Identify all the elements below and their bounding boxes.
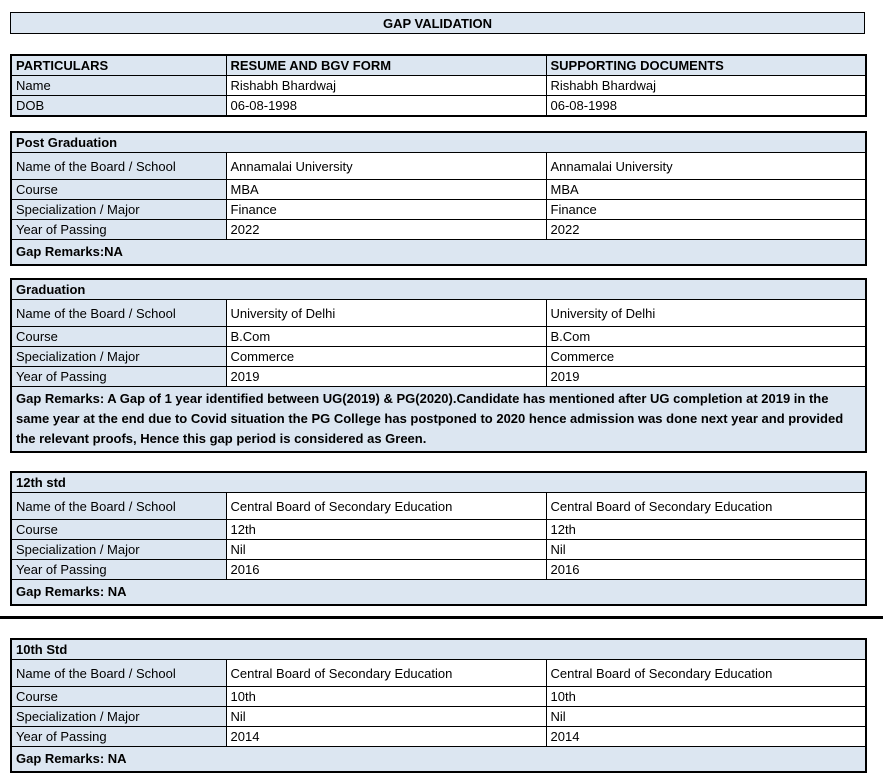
table-row-year-of-passing	[11, 367, 866, 387]
section-title: Post Graduation	[11, 132, 866, 153]
section-title: Graduation	[11, 279, 866, 300]
supporting-value-course: 10th	[546, 687, 866, 707]
supporting-value-board-school: Central Board of Secondary Education	[546, 493, 866, 520]
row-label-name: Name	[11, 76, 226, 96]
table-row-name	[11, 76, 866, 96]
table-row-specialization	[11, 540, 866, 560]
supporting-value-specialization: Finance	[546, 200, 866, 220]
row-label-course: Course	[11, 687, 226, 707]
table-row-specialization	[11, 347, 866, 367]
section-divider-line	[0, 616, 883, 619]
gap-remarks-text: Gap Remarks: NA	[11, 747, 866, 773]
header-row	[11, 55, 866, 76]
identity-table	[10, 54, 867, 117]
table-row-board-school	[11, 300, 866, 327]
gap-remarks-row	[11, 240, 866, 266]
row-label-course: Course	[11, 180, 226, 200]
supporting-value-year-of-passing: 2016	[546, 560, 866, 580]
document-title: GAP VALIDATION	[10, 12, 865, 34]
resume-value-board-school: University of Delhi	[226, 300, 546, 327]
table-row-board-school	[11, 660, 866, 687]
resume-value-course: 12th	[226, 520, 546, 540]
supporting-value-year-of-passing: 2022	[546, 220, 866, 240]
section-table-12th-std	[10, 471, 867, 606]
row-label-board-school: Name of the Board / School	[11, 660, 226, 687]
gap-remarks-row	[11, 387, 866, 453]
table-row-course	[11, 520, 866, 540]
section-header-row	[11, 132, 866, 153]
resume-value-specialization: Finance	[226, 200, 546, 220]
resume-value-board-school: Central Board of Secondary Education	[226, 493, 546, 520]
row-label-board-school: Name of the Board / School	[11, 153, 226, 180]
resume-value-name: Rishabh Bhardwaj	[226, 76, 546, 96]
resume-value-year-of-passing: 2016	[226, 560, 546, 580]
row-label-year-of-passing: Year of Passing	[11, 560, 226, 580]
gap-remarks-text: Gap Remarks:NA	[11, 240, 866, 266]
gap-remarks-row	[11, 580, 866, 606]
table-row-course	[11, 687, 866, 707]
table-row-course	[11, 180, 866, 200]
resume-value-board-school: Annamalai University	[226, 153, 546, 180]
row-label-year-of-passing: Year of Passing	[11, 367, 226, 387]
section-header-row	[11, 279, 866, 300]
table-row-year-of-passing	[11, 560, 866, 580]
row-label-course: Course	[11, 327, 226, 347]
supporting-value-name: Rishabh Bhardwaj	[546, 76, 866, 96]
resume-value-year-of-passing: 2014	[226, 727, 546, 747]
row-label-specialization: Specialization / Major	[11, 200, 226, 220]
supporting-value-course: B.Com	[546, 327, 866, 347]
table-row-board-school	[11, 153, 866, 180]
section-title: 10th Std	[11, 639, 866, 660]
resume-value-course: MBA	[226, 180, 546, 200]
row-label-course: Course	[11, 520, 226, 540]
resume-value-specialization: Nil	[226, 707, 546, 727]
row-label-board-school: Name of the Board / School	[11, 493, 226, 520]
section-table-post-graduation	[10, 131, 867, 266]
supporting-value-course: MBA	[546, 180, 866, 200]
gap-remarks-row	[11, 747, 866, 773]
table-row-year-of-passing	[11, 727, 866, 747]
resume-value-specialization: Commerce	[226, 347, 546, 367]
table-row-dob	[11, 96, 866, 117]
column-header-resume-bgv-form: RESUME AND BGV FORM	[226, 55, 546, 76]
row-label-specialization: Specialization / Major	[11, 707, 226, 727]
resume-value-board-school: Central Board of Secondary Education	[226, 660, 546, 687]
supporting-value-specialization: Commerce	[546, 347, 866, 367]
row-label-year-of-passing: Year of Passing	[11, 727, 226, 747]
supporting-value-course: 12th	[546, 520, 866, 540]
table-row-specialization	[11, 200, 866, 220]
section-header-row	[11, 472, 866, 493]
supporting-value-year-of-passing: 2014	[546, 727, 866, 747]
row-label-dob: DOB	[11, 96, 226, 117]
table-row-specialization	[11, 707, 866, 727]
table-row-course	[11, 327, 866, 347]
supporting-value-board-school: Annamalai University	[546, 153, 866, 180]
supporting-value-year-of-passing: 2019	[546, 367, 866, 387]
resume-value-dob: 06-08-1998	[226, 96, 546, 117]
resume-value-specialization: Nil	[226, 540, 546, 560]
supporting-value-board-school: Central Board of Secondary Education	[546, 660, 866, 687]
section-title: 12th std	[11, 472, 866, 493]
row-label-board-school: Name of the Board / School	[11, 300, 226, 327]
gap-remarks-text: Gap Remarks: NA	[11, 580, 866, 606]
gap-remarks-text: Gap Remarks: A Gap of 1 year identified between UG(2019) & PG(2020).Candidate has mentioned after UG completion at 2019 in the same year at the end due to Covid situation the PG College has postponed to 2020 hence admission was done next year and provided the relevant proofs, Hence this gap period is considered as Green.	[11, 387, 866, 453]
resume-value-year-of-passing: 2019	[226, 367, 546, 387]
supporting-value-board-school: University of Delhi	[546, 300, 866, 327]
resume-value-course: B.Com	[226, 327, 546, 347]
column-header-particulars: PARTICULARS	[11, 55, 226, 76]
resume-value-course: 10th	[226, 687, 546, 707]
supporting-value-dob: 06-08-1998	[546, 96, 866, 117]
supporting-value-specialization: Nil	[546, 707, 866, 727]
row-label-year-of-passing: Year of Passing	[11, 220, 226, 240]
resume-value-year-of-passing: 2022	[226, 220, 546, 240]
supporting-value-specialization: Nil	[546, 540, 866, 560]
section-header-row	[11, 639, 866, 660]
table-row-year-of-passing	[11, 220, 866, 240]
section-table-graduation	[10, 278, 867, 453]
row-label-specialization: Specialization / Major	[11, 540, 226, 560]
column-header-supporting-documents: SUPPORTING DOCUMENTS	[546, 55, 866, 76]
section-table-10th-std	[10, 638, 867, 773]
row-label-specialization: Specialization / Major	[11, 347, 226, 367]
table-row-board-school	[11, 493, 866, 520]
